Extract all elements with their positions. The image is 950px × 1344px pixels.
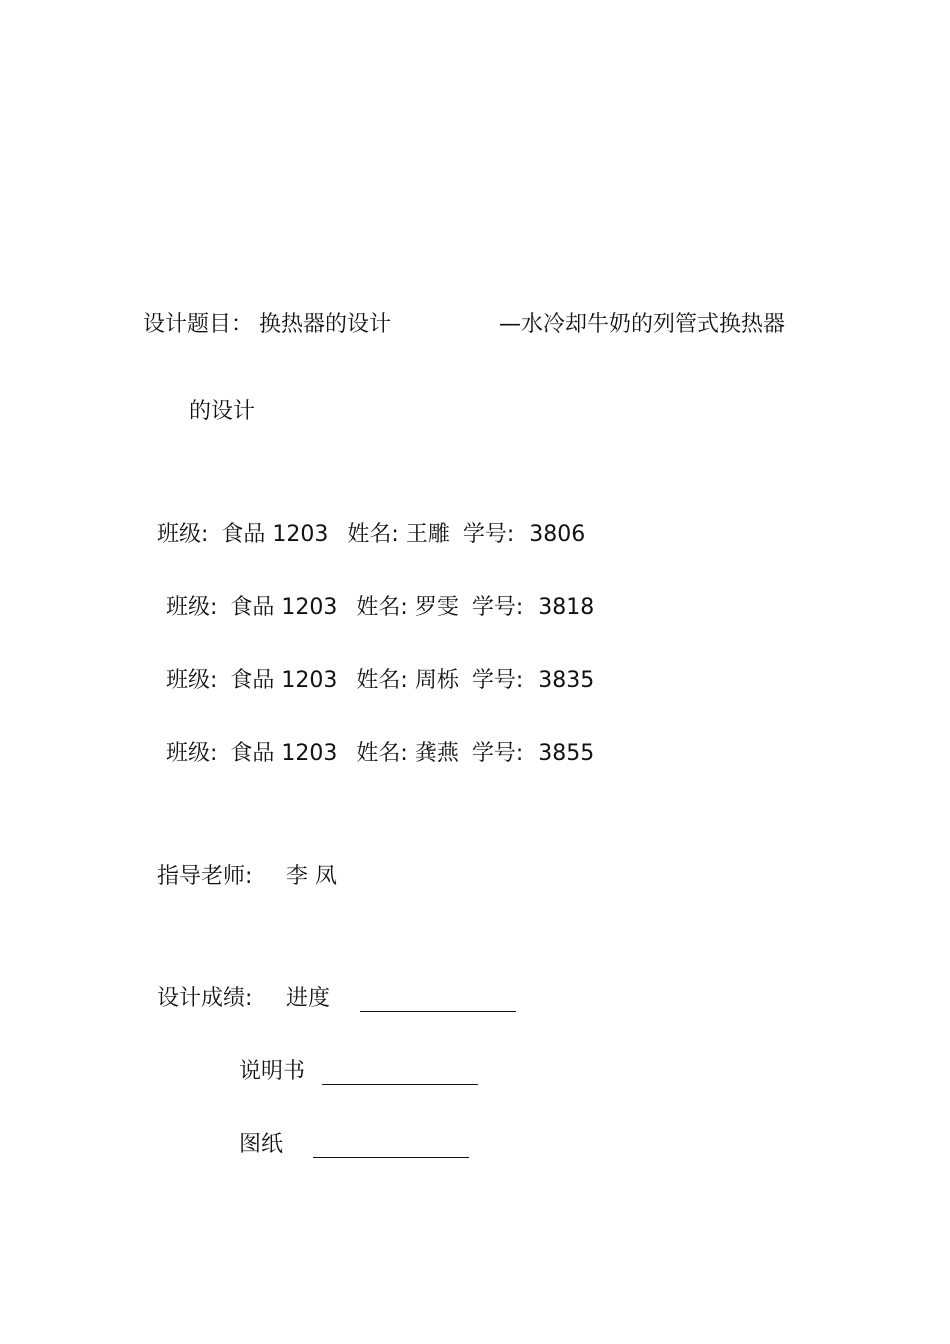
grades-label: 设计成绩: <box>157 986 253 1011</box>
class-value: 食品 1203 <box>230 595 338 620</box>
member-row-1 <box>157 524 585 546</box>
id-value: 3835 <box>538 668 595 693</box>
name-value: 龚燕 <box>414 741 459 766</box>
class-label: 班级: <box>166 595 218 620</box>
name-label: 姓名: <box>347 522 399 547</box>
drawing-label: 图纸 <box>239 1132 284 1157</box>
class-value: 食品 1203 <box>221 522 329 547</box>
title-subtitle: —水冷却牛奶的列管式换热器 <box>499 312 786 337</box>
class-value: 食品 1203 <box>230 668 338 693</box>
progress-blank-line <box>360 1011 516 1012</box>
class-label: 班级: <box>166 668 218 693</box>
class-value: 食品 1203 <box>230 741 338 766</box>
class-label: 班级: <box>166 741 218 766</box>
name-label: 姓名: <box>356 668 408 693</box>
name-value: 王雕 <box>405 522 450 547</box>
title-continuation: 的设计 <box>189 399 256 424</box>
id-label: 学号: <box>471 595 524 620</box>
advisor-name: 李 凤 <box>286 864 337 889</box>
name-value: 周栎 <box>414 668 459 693</box>
id-label: 学号: <box>471 741 524 766</box>
progress-label: 进度 <box>286 986 331 1011</box>
manual-label: 说明书 <box>239 1059 306 1084</box>
manual-blank-line <box>322 1084 478 1085</box>
id-value: 3818 <box>538 595 595 620</box>
id-value: 3806 <box>529 522 586 547</box>
name-label: 姓名: <box>356 741 408 766</box>
title-main: 换热器的设计 <box>259 312 392 337</box>
id-value: 3855 <box>538 741 595 766</box>
drawing-blank-line <box>313 1157 469 1158</box>
name-value: 罗雯 <box>414 595 459 620</box>
id-label: 学号: <box>462 522 515 547</box>
advisor-label: 指导老师: <box>157 864 253 889</box>
class-label: 班级: <box>157 522 209 547</box>
member-row-4 <box>166 743 594 765</box>
id-label: 学号: <box>471 668 524 693</box>
member-row-2 <box>166 597 594 619</box>
title-label: 设计题目： <box>143 312 254 337</box>
name-label: 姓名: <box>356 595 408 620</box>
member-row-3 <box>166 670 594 692</box>
